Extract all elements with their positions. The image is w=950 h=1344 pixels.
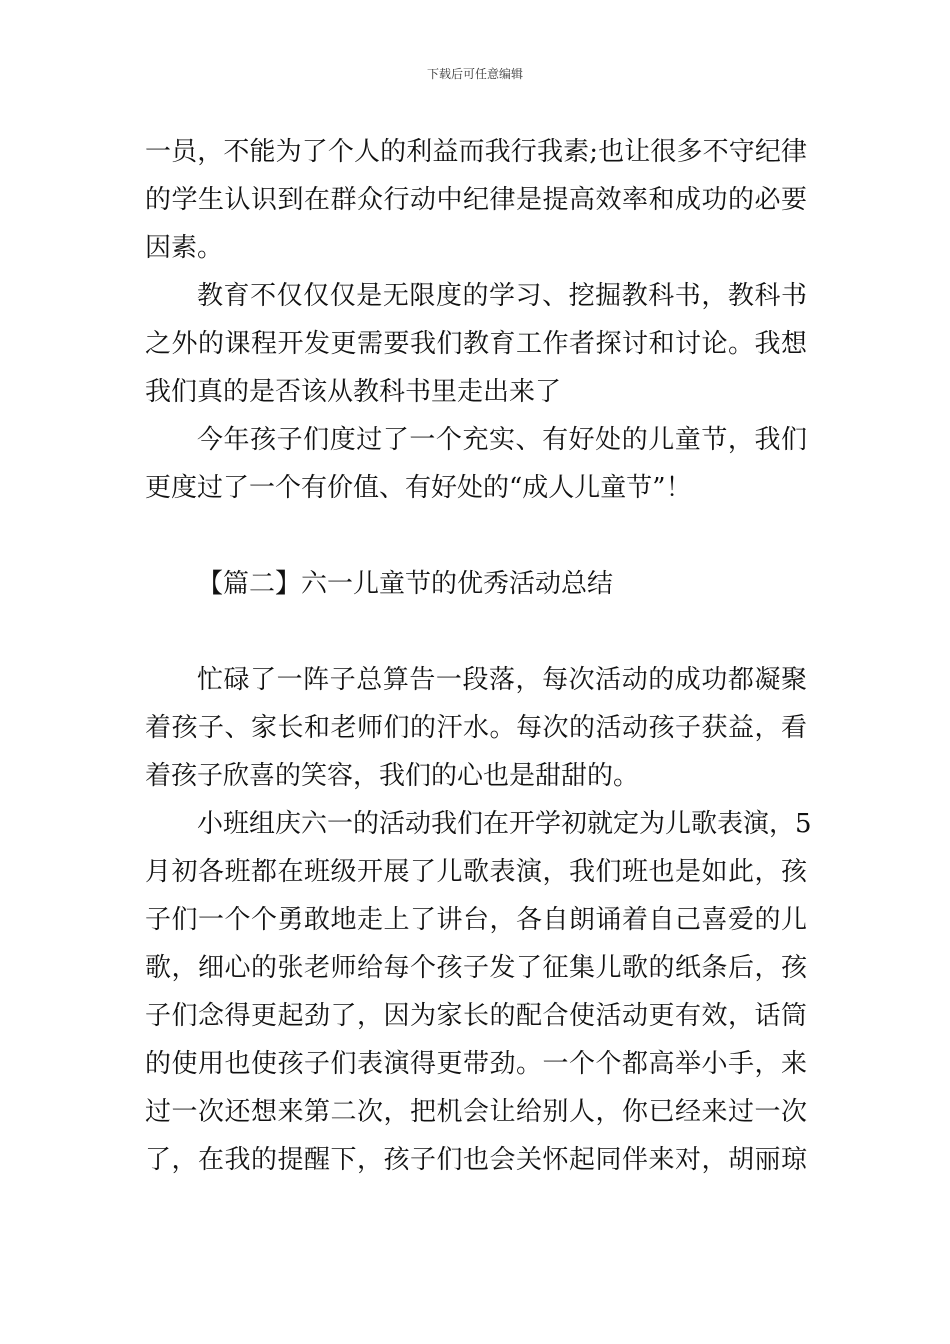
paragraph xyxy=(145,272,807,416)
text-line: 我们真的是否该从教科书里走出来了 xyxy=(145,377,562,407)
text-line: 着孩子、家长和老师们的汗水。每次的活动孩子获益，看 xyxy=(145,713,807,743)
text-line: 的学生认识到在群众行动中纪律是提高效率和成功的必要 xyxy=(145,185,807,215)
text-line: 之外的课程开发更需要我们教育工作者探讨和讨论。我想 xyxy=(145,329,807,359)
text-line: 的使用也使孩子们表演得更带劲。一个个都高举小手，来 xyxy=(145,1049,807,1079)
text-line: 更度过了一个有价值、有好处的“成人儿童节”！ xyxy=(145,473,692,503)
text-line: 因素。 xyxy=(145,233,224,263)
text-line: 了，在我的提醒下，孩子们也会关怀起同伴来对，胡丽琼 xyxy=(145,1145,807,1175)
section-heading: 【篇二】六一儿童节的优秀活动总结 xyxy=(197,569,614,599)
text-line: 子们念得更起劲了，因为家长的配合使活动更有效，话筒 xyxy=(145,1001,807,1031)
document-body xyxy=(145,128,812,1184)
page-header: 下载后可任意编辑 xyxy=(426,67,523,81)
text-line: 歌，细心的张老师给每个孩子发了征集儿歌的纸条后，孩 xyxy=(145,953,807,983)
text-line: 一员，不能为了个人的利益而我行我素;也让很多不守纪律 xyxy=(145,137,807,167)
text-line: 教育不仅仅仅是无限度的学习、挖掘教科书，教科书 xyxy=(197,281,807,311)
text-line: 小班组庆六一的活动我们在开学初就定为儿歌表演，5 xyxy=(197,809,812,839)
text-line: 着孩子欣喜的笑容，我们的心也是甜甜的。 xyxy=(145,761,640,791)
text-line: 子们一个个勇敢地走上了讲台，各自朗诵着自己喜爱的儿 xyxy=(145,905,807,935)
text-line: 今年孩子们度过了一个充实、有好处的儿童节，我们 xyxy=(197,425,807,455)
paragraph xyxy=(145,416,807,512)
text-line: 月初各班都在班级开展了儿歌表演，我们班也是如此，孩 xyxy=(145,857,807,887)
paragraph xyxy=(145,128,807,272)
paragraph xyxy=(145,656,807,800)
text-line: 忙碌了一阵子总算告一段落，每次活动的成功都凝聚 xyxy=(197,665,807,695)
text-line: 过一次还想来第二次，把机会让给别人，你已经来过一次 xyxy=(145,1097,807,1127)
paragraph xyxy=(145,800,812,1184)
